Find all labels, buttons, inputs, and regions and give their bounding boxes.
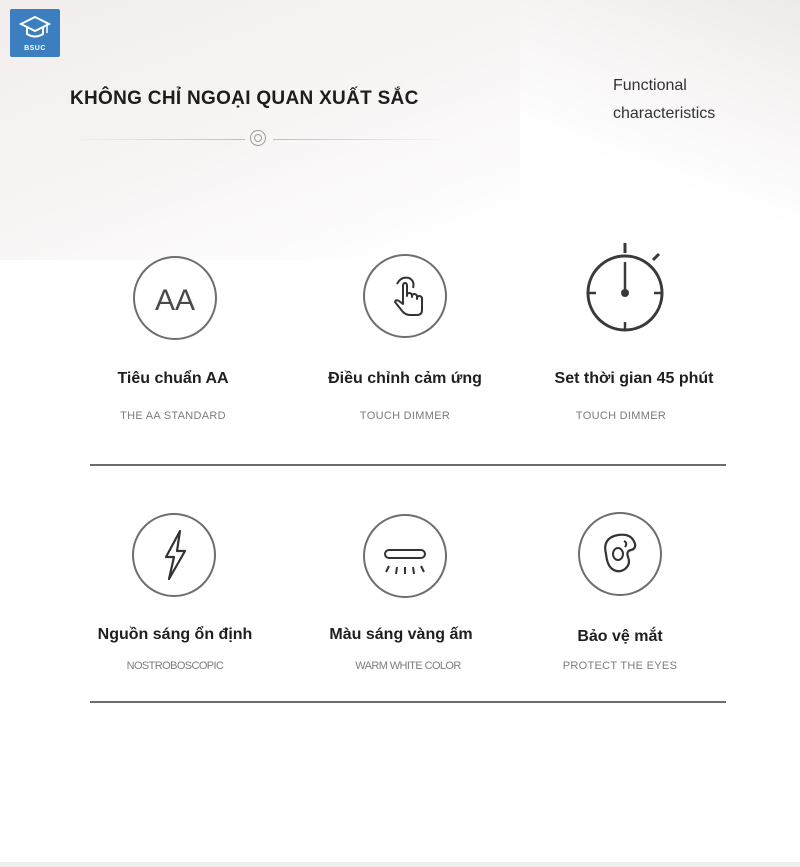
section-label [613, 72, 763, 128]
bottom-strip [0, 862, 800, 867]
section-label-line1: Functional [613, 77, 687, 94]
feature-title: Nguồn sáng ổn định [97, 626, 253, 643]
feature-subtitle: TOUCH DIMMER [575, 410, 667, 422]
eye-protect-icon [578, 512, 662, 596]
logo [10, 9, 60, 57]
feature-title: Bảo vệ mắt [577, 628, 663, 645]
svg-text:AA: AA [154, 284, 196, 317]
lightning-icon [132, 513, 216, 597]
logo-text: BSUC [24, 45, 46, 52]
row-divider [90, 701, 726, 703]
feature-title: Màu sáng vàng ấm [329, 626, 473, 643]
feature-subtitle: NOSTROBOSCOPIC [126, 660, 224, 672]
feature-subtitle: PROTECT THE EYES [562, 660, 678, 672]
graduation-cap-icon [19, 14, 51, 44]
title-divider-left [70, 139, 245, 140]
touch-hand-icon [363, 254, 447, 338]
font-aa-icon [133, 256, 217, 340]
feature-title: Tiêu chuẩn AA [117, 370, 229, 387]
title-divider-right [273, 139, 448, 140]
divider-ring-icon [250, 130, 266, 146]
feature-subtitle: TOUCH DIMMER [359, 410, 451, 422]
row-divider [90, 464, 726, 466]
page-title: KHÔNG CHỈ NGOẠI QUAN XUẤT SẮC [70, 88, 419, 109]
feature-subtitle: THE AA STANDARD [120, 410, 226, 422]
lamp-light-icon [363, 514, 447, 598]
feature-subtitle: WARM WHITE COLOR [355, 660, 461, 672]
stopwatch-icon [580, 240, 670, 335]
section-label-line2: characteristics [613, 105, 716, 122]
feature-title: Set thời gian 45 phút [554, 370, 714, 387]
feature-title: Điều chỉnh cảm ứng [328, 370, 482, 387]
